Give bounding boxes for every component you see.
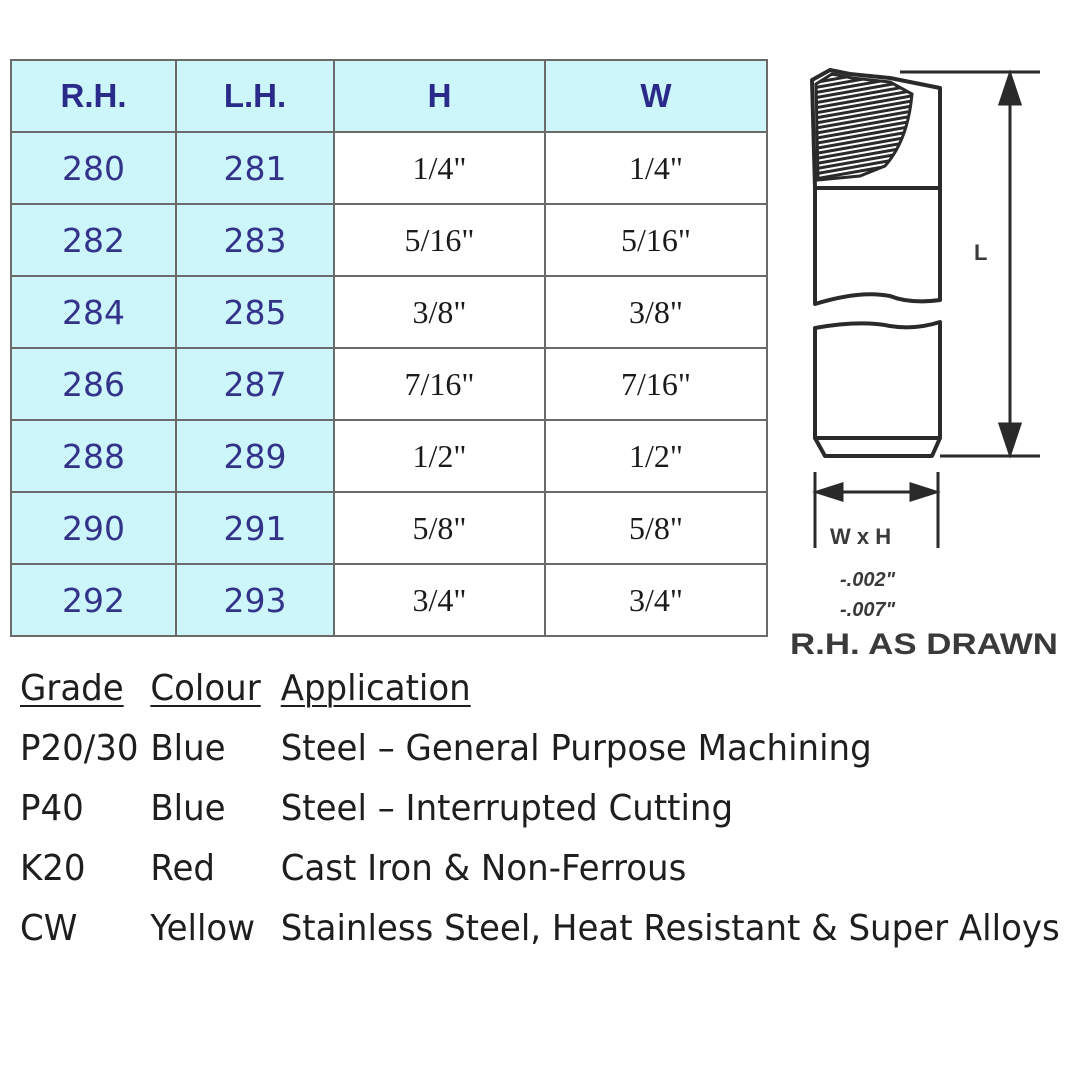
height-value: 1/4" (334, 132, 545, 204)
grade-header: Grade (20, 668, 124, 709)
width-value: 1/4" (545, 132, 767, 204)
grade-application: Steel – Interrupted Cutting (280, 788, 734, 829)
grade-colour: Red (150, 848, 215, 889)
grade-colour: Yellow (150, 908, 256, 949)
application-header: Application (280, 668, 471, 709)
height-value: 3/8" (334, 276, 545, 348)
header-lh: L.H. (176, 60, 334, 132)
grade-colour: Blue (150, 728, 226, 769)
lh-code: 285 (176, 276, 334, 348)
table-row (11, 348, 767, 420)
lh-code: 281 (176, 132, 334, 204)
table-row (11, 492, 767, 564)
grade-application: Stainless Steel, Heat Resistant & Super Alloys (280, 908, 1060, 949)
width-value: 5/8" (545, 492, 767, 564)
table-row (11, 204, 767, 276)
height-value: 3/4" (334, 564, 545, 636)
height-value: 7/16" (334, 348, 545, 420)
rh-code: 288 (11, 420, 176, 492)
rh-code: 284 (11, 276, 176, 348)
rh-code: 280 (11, 132, 176, 204)
lh-code: 291 (176, 492, 334, 564)
rh-code: 292 (11, 564, 176, 636)
width-value: 1/2" (545, 420, 767, 492)
width-value: 3/4" (545, 564, 767, 636)
length-dimension (900, 72, 1040, 456)
grade-colour: Blue (150, 788, 226, 829)
tolerance-upper: -.002" (840, 569, 896, 591)
drawing-caption: R.H. AS DRAWN (790, 628, 1058, 660)
header-rh: R.H. (11, 60, 176, 132)
rh-code: 290 (11, 492, 176, 564)
width-value: 3/8" (545, 276, 767, 348)
width-value: 7/16" (545, 348, 767, 420)
tool-bit-drawing (790, 60, 1070, 660)
lh-code: 283 (176, 204, 334, 276)
height-value: 5/8" (334, 492, 545, 564)
table-row (11, 276, 767, 348)
grade-application: Cast Iron & Non-Ferrous (280, 848, 687, 889)
rh-code: 282 (11, 204, 176, 276)
header-w: W (545, 60, 767, 132)
grade-code: CW (20, 908, 78, 949)
table-row (11, 420, 767, 492)
colour-header: Colour (150, 668, 261, 709)
lh-code: 289 (176, 420, 334, 492)
grade-code: P40 (20, 788, 84, 829)
lh-code: 287 (176, 348, 334, 420)
length-label: L (974, 240, 988, 265)
header-h: H (334, 60, 545, 132)
height-value: 5/16" (334, 204, 545, 276)
rh-code: 286 (11, 348, 176, 420)
grade-code: K20 (20, 848, 86, 889)
carbide-tip (816, 74, 912, 180)
table-header-row (11, 60, 767, 132)
grade-application: Steel – General Purpose Machining (280, 728, 872, 769)
width-value: 5/16" (545, 204, 767, 276)
table-row (11, 132, 767, 204)
grade-code: P20/30 (20, 728, 139, 769)
table-row (11, 564, 767, 636)
size-table (10, 59, 768, 637)
section-label: W x H (830, 524, 892, 549)
lh-code: 293 (176, 564, 334, 636)
tolerance-lower: -.007" (840, 599, 896, 621)
height-value: 1/2" (334, 420, 545, 492)
